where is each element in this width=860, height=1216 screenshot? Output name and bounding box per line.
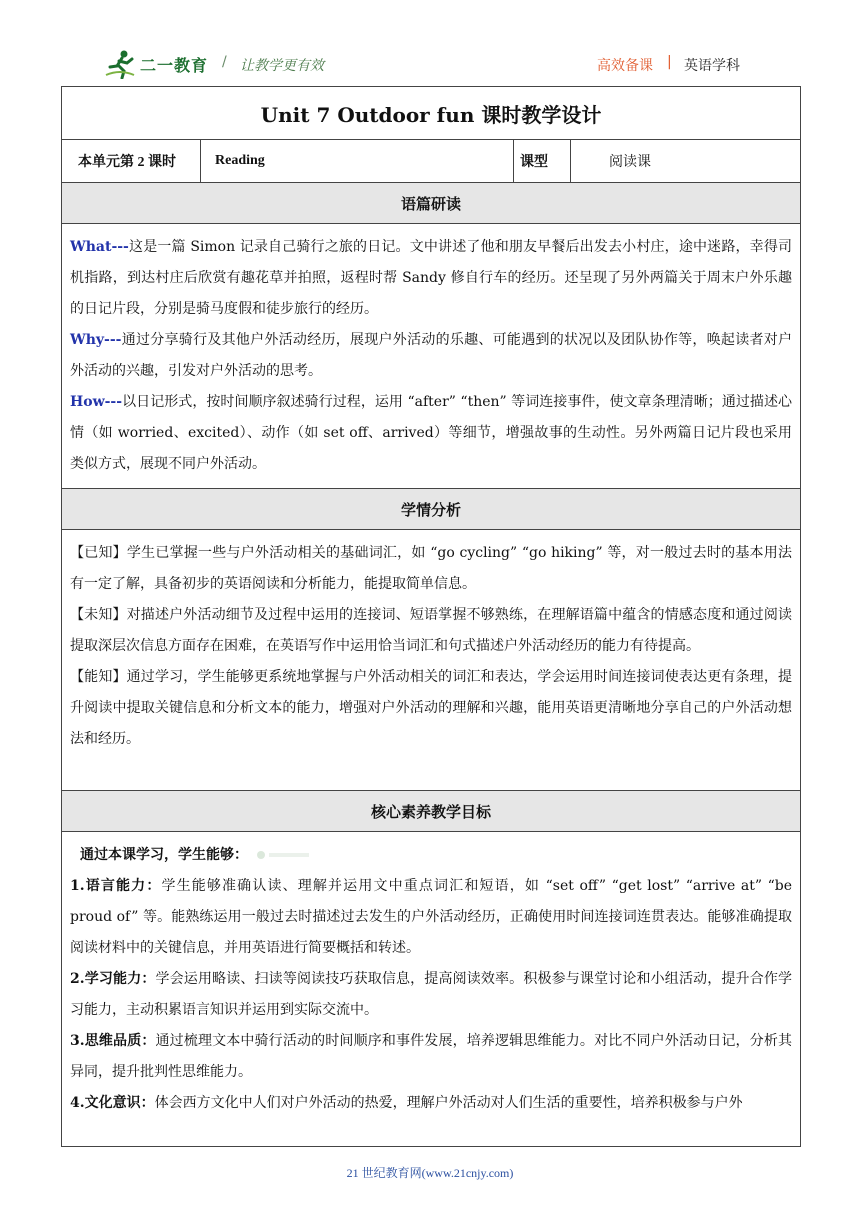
objective-text-4: 体会西方文化中人们对户外活动的热爱，理解户外活动对人们生活的重要性，培养积极参与户外 bbox=[154, 1095, 743, 1111]
objective-label-4: 4.文化意识： bbox=[70, 1095, 155, 1111]
objectives-body bbox=[62, 832, 801, 1147]
lesson-number: 本单元第 2 课时 bbox=[62, 140, 201, 183]
info-row bbox=[62, 140, 801, 183]
objectives-intro bbox=[70, 840, 792, 871]
section-heading-objectives: 核心素养教学目标 bbox=[62, 791, 801, 832]
what-paragraph bbox=[70, 232, 792, 325]
brand-logo bbox=[104, 48, 208, 80]
lesson-type-label: 课型 bbox=[514, 140, 571, 183]
able-text: 通过学习，学生能够更系统地掌握与户外活动相关的词汇和表达，学会运用时间连接词使表达更有条理，提升阅读中提取关键信息和分析文本的能力，增强对户外活动的理解和兴趣，能用英语更清晰地分享自己的户外活动想法和经历。 bbox=[70, 669, 792, 747]
objective-label-1: 1.语言能力： bbox=[70, 878, 162, 894]
page-title: Unit 7 Outdoor fun 课时教学设计 bbox=[62, 87, 801, 140]
unknown-text: 对描述户外活动细节及过程中运用的连接词、短语掌握不够熟练，在理解语篇中蕴含的情感态度和通过阅读提取深层次信息方面存在困难，在英语写作中运用恰当词汇和句式描述户外活动经历的能力有待提高。 bbox=[70, 607, 792, 654]
known-text: 学生已掌握一些与户外活动相关的基础词汇，如 “go cycling” “go hiking” 等，对一般过去时的基本用法有一定了解，具备初步的英语阅读和分析能力，能提取简单信息。 bbox=[70, 545, 793, 592]
section-heading-learner-analysis: 学情分析 bbox=[62, 489, 801, 530]
what-label: What--- bbox=[70, 239, 129, 255]
brand-name: 二一教育 bbox=[140, 55, 209, 75]
objective-text-3: 通过梳理文本中骑行活动的时间顺序和事件发展，培养逻辑思维能力。对比不同户外活动日记，分析其异同，提升批判性思维能力。 bbox=[70, 1033, 792, 1080]
objective-label-2: 2.学习能力： bbox=[70, 971, 156, 987]
objective-item-1 bbox=[70, 871, 792, 964]
objective-label-3: 3.思维品质： bbox=[70, 1033, 156, 1049]
why-label: Why--- bbox=[70, 332, 122, 348]
why-paragraph bbox=[70, 325, 792, 387]
able-label: 【能知】 bbox=[70, 669, 127, 685]
lesson-topic: Reading bbox=[201, 140, 514, 183]
learner-analysis-body bbox=[62, 530, 801, 791]
tag-separator: | bbox=[667, 54, 672, 70]
runner-logo-icon bbox=[104, 49, 136, 79]
page-header bbox=[0, 0, 860, 86]
what-text: 这是一篇 Simon 记录自己骑行之旅的日记。文中讲述了他和朋友早餐后出发去小村庄，途中迷路，幸得司机指路，到达村庄后欣赏有趣花草并拍照，返程时帮 Sandy 修自行车的经历。还呈现了另外两篇关于周末户外乐趣的日记片段，分别是骑马度假和徒步旅行的经历。 bbox=[70, 239, 792, 317]
unknown-label: 【未知】 bbox=[70, 607, 127, 623]
tag-subject: 英语学科 bbox=[684, 58, 740, 74]
how-paragraph bbox=[70, 387, 792, 480]
objective-item-2 bbox=[70, 964, 792, 1026]
objectives-intro-text: 通过本课学习，学生能够： bbox=[80, 847, 248, 863]
section-heading-text-study: 语篇研读 bbox=[62, 183, 801, 224]
lesson-type-value: 阅读课 bbox=[571, 140, 801, 183]
objective-text-1: 学生能够准确认读、理解并运用文中重点词汇和短语，如 “set off” “get lost” “arrive at” “be proud of” 等。能熟练运用一般过去时描述过去发生的户外活动经历，正确使用时间连接词连贯表达。能够准确提取阅读材料中的关键信息，并用英语进行简要概括和转述。 bbox=[70, 878, 792, 956]
objective-text-2: 学会运用略读、扫读等阅读技巧获取信息，提高阅读效率。积极参与课堂讨论和小组活动，提升合作学习能力，主动积累语言知识并运用到实际交流中。 bbox=[70, 971, 792, 1018]
known-paragraph bbox=[70, 538, 792, 600]
able-paragraph bbox=[70, 662, 792, 755]
unknown-paragraph bbox=[70, 600, 792, 662]
why-text: 通过分享骑行及其他户外活动经历，展现户外活动的乐趣、可能遇到的状况以及团队协作等，唤起读者对户外活动的兴趣，引发对户外活动的思考。 bbox=[70, 332, 792, 379]
slogan-separator: / bbox=[222, 54, 227, 70]
slogan: 让教学更有效 bbox=[240, 58, 324, 74]
page-footer: 21 世纪教育网(www.21cnjy.com) bbox=[346, 1166, 514, 1180]
watermark-logo-icon bbox=[253, 848, 313, 862]
known-label: 【已知】 bbox=[70, 545, 127, 561]
tag-efficient-prep: 高效备课 bbox=[597, 58, 653, 74]
text-study-body bbox=[62, 224, 801, 489]
objective-item-3 bbox=[70, 1026, 792, 1088]
how-label: How--- bbox=[70, 394, 123, 410]
lesson-plan-table bbox=[61, 86, 801, 1147]
how-text: 以日记形式，按时间顺序叙述骑行过程，运用 “after” “then” 等词连接事件，使文章条理清晰；通过描述心情（如 worried、excited）、动作（如 set off、arrived）等细节，增强故事的生动性。另外两篇日记片段也采用类似方式，展现不同户外活动。 bbox=[70, 394, 792, 472]
objective-item-4 bbox=[70, 1088, 792, 1119]
